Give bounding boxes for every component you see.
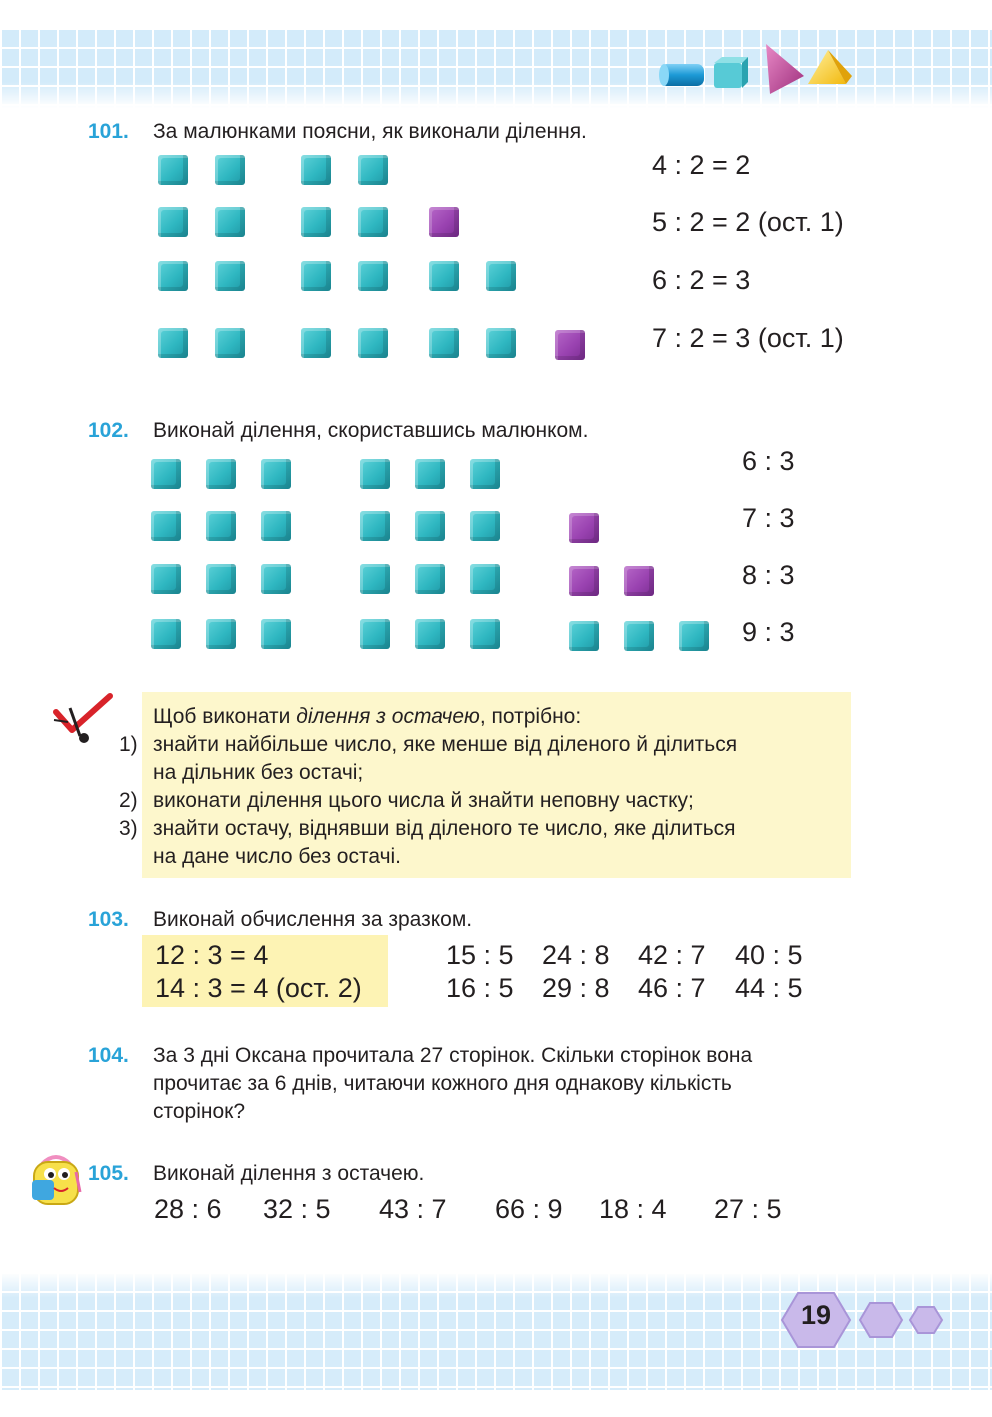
rule-term: ділення з остачею	[296, 705, 480, 728]
sample-equation: 12 : 3 = 4	[155, 940, 269, 970]
exercise-number: 105.	[88, 1162, 129, 1185]
expression: 16 : 5	[446, 973, 514, 1003]
expression: 8 : 3	[742, 560, 795, 590]
expression: 32 : 5	[263, 1194, 331, 1224]
rule-line: знайти найбільше число, яке менше від діленого й ділиться	[153, 733, 738, 756]
expression: 27 : 5	[714, 1194, 782, 1224]
rule-marker: 1)	[119, 733, 138, 756]
expression: 15 : 5	[446, 940, 514, 970]
expression: 28 : 6	[154, 1194, 222, 1224]
exercise-number: 104.	[88, 1044, 129, 1067]
expression: 46 : 7	[638, 973, 706, 1003]
geometric-shapes-icon	[656, 42, 856, 98]
problem-line: сторінок?	[153, 1100, 246, 1123]
exercise-text: За малюнками поясни, як виконали ділення.	[153, 120, 587, 143]
sample-equation: 14 : 3 = 4 (ост. 2)	[155, 973, 362, 1003]
expression: 40 : 5	[735, 940, 803, 970]
expression: 24 : 8	[542, 940, 610, 970]
expression: 6 : 3	[742, 446, 795, 476]
expression: 66 : 9	[495, 1194, 563, 1224]
rule-line: знайти остачу, віднявши від діленого те число, яке ділиться	[153, 817, 736, 840]
problem-line: прочитає за 6 днів, читаючи кожного дня однакову кількість	[153, 1072, 732, 1095]
rule-line: на дане число без остачі.	[153, 845, 402, 868]
equation: 4 : 2 = 2	[652, 150, 751, 180]
problem-line: За 3 дні Оксана прочитала 27 сторінок. Скільки сторінок вона	[153, 1044, 753, 1067]
exercise-number: 102.	[88, 419, 129, 442]
equation: 7 : 2 = 3 (ост. 1)	[652, 323, 844, 353]
expression: 18 : 4	[599, 1194, 667, 1224]
rule-line: виконати ділення цього числа й знайти неповну частку;	[153, 789, 694, 812]
page-number: 19	[800, 1300, 832, 1330]
rule-line: на дільник без остачі;	[153, 761, 364, 784]
exercise-text: Виконай ділення з остачею.	[153, 1162, 425, 1185]
rule-marker: 2)	[119, 789, 138, 812]
checkmark-icon	[50, 692, 116, 748]
expression: 9 : 3	[742, 617, 795, 647]
exercise-number: 103.	[88, 908, 129, 931]
rule-intro: Щоб виконати ділення з остачею, потрібно:	[153, 705, 582, 728]
exercise-text: Виконай ділення, скориставшись малюнком.	[153, 419, 589, 442]
expression: 7 : 3	[742, 503, 795, 533]
exercise-number: 101.	[88, 120, 129, 143]
backpack-mascot-icon	[28, 1150, 84, 1208]
exercise-text: Виконай обчислення за зразком.	[153, 908, 473, 931]
expression: 43 : 7	[379, 1194, 447, 1224]
expression: 29 : 8	[542, 973, 610, 1003]
equation: 6 : 2 = 3	[652, 265, 751, 295]
equation: 5 : 2 = 2 (ост. 1)	[652, 207, 844, 237]
expression: 44 : 5	[735, 973, 803, 1003]
rule-marker: 3)	[119, 817, 138, 840]
expression: 42 : 7	[638, 940, 706, 970]
